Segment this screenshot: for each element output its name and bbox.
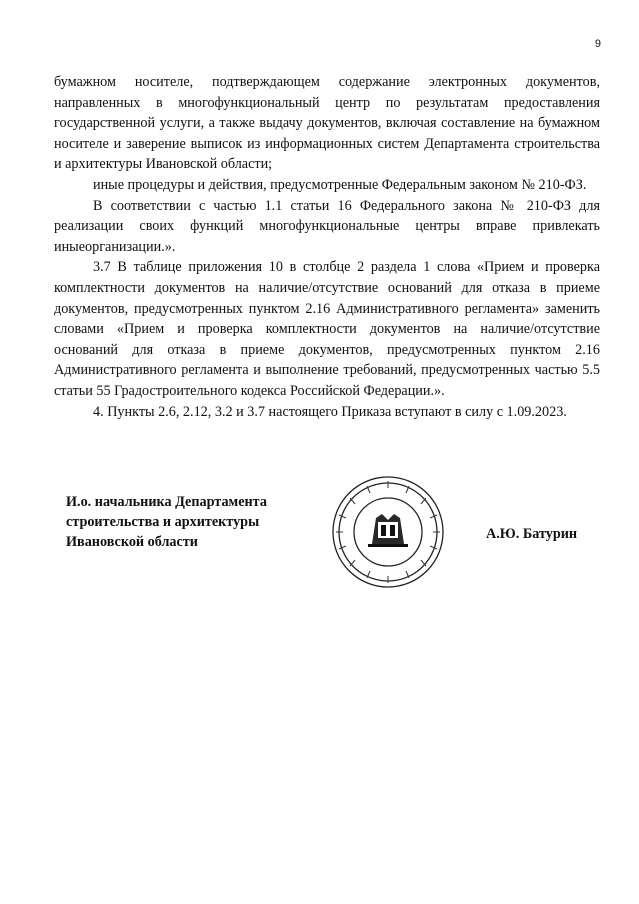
- paragraph-mfc-right: В соответствии с частью 1.1 статьи 16 Федерального закона № 210-ФЗ для реализации своих функций многофункциональные центры вправе привлекать иныеорганизации.».: [54, 197, 600, 255]
- paragraph-3-7: 3.7 В таблице приложения 10 в столбце 2 раздела 1 слова «Прием и проверка комплектности документов на наличие/отсутствие оснований для отказа в приеме документов, предусмотренных пунктом 2.16 Административного регламента» заменить словами «Прием и проверка комплектности документов на наличие/отсутствие оснований для отказа в приеме документов, предусмотренных пунктом 2.16 Административного регламента и выполнение требований, предусмотренных частью 5.5 статьи 55 Градостроительного кодекса Российской Федерации.».: [54, 259, 600, 399]
- page-number: 9: [594, 38, 601, 50]
- position-line: И.о. начальника Департамента: [66, 494, 267, 510]
- official-seal: [320, 474, 456, 590]
- paragraph-4: 4. Пункты 2.6, 2.12, 3.2 и 3.7 настоящего Приказа вступают в силу с 1.09.2023.: [93, 403, 567, 420]
- signatory-position: [66, 492, 267, 552]
- position-line: строительства и архитектуры: [66, 514, 260, 530]
- document-body: [54, 72, 600, 422]
- signatory-name: А.Ю. Батурин: [486, 526, 578, 542]
- paragraph-other-procedures: иные процедуры и действия, предусмотренные Федеральным законом № 210-ФЗ.: [93, 176, 587, 193]
- position-line: Ивановской области: [66, 534, 198, 550]
- paragraph-continuation: бумажном носителе, подтверждающем содержание электронных документов, направленных в многофункциональный центр по результатам предоставления государственной услуги, а также выдачу документов, включая составление на бумажном носителе и заверение выписок из информационных систем Департамента строительства и архитектуры Ивановской области;: [54, 74, 600, 173]
